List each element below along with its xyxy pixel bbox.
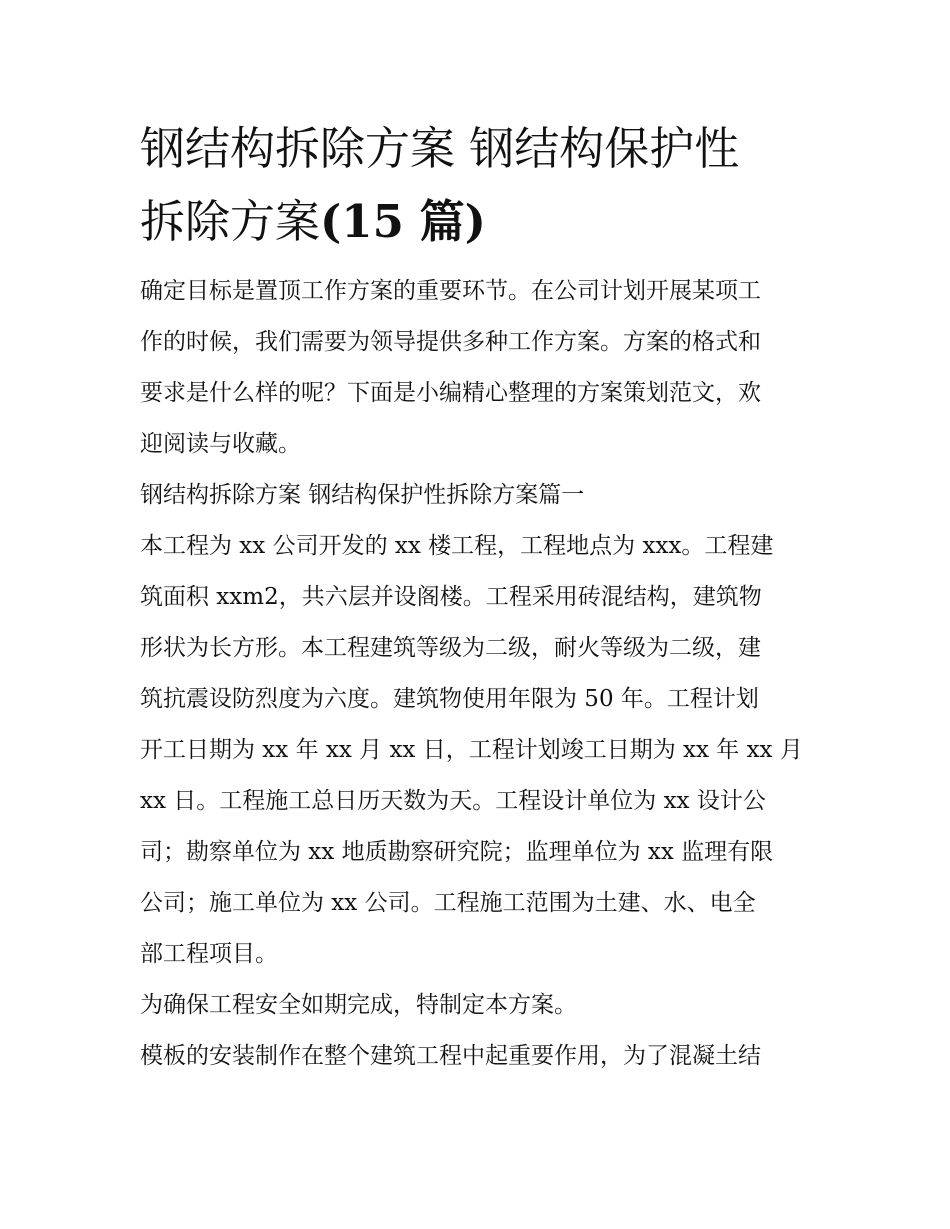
body-line: 形状为长方形。本工程建筑等级为二级，耐火等级为二级，建: [140, 635, 761, 661]
title-line-1: 钢结构拆除方案 钢结构保护性: [140, 122, 740, 175]
formwork-paragraph: 模板的安装制作在整个建筑工程中起重要作用，为了混凝土结: [140, 1043, 761, 1069]
intro-line: 要求是什么样的呢？下面是小编精心整理的方案策划范文，欢: [140, 380, 761, 406]
body-line: 开工日期为 xx 年 xx 月 xx 日，工程计划竣工日期为 xx 年 xx 月: [140, 737, 803, 763]
document-content: [140, 112, 812, 1082]
purpose-paragraph: 为确保工程安全如期完成，特制定本方案。: [140, 992, 577, 1018]
title-line-2: 拆除方案: [140, 195, 321, 248]
body-line: 部工程项目。: [140, 941, 278, 967]
title-count: (15 篇): [320, 195, 486, 248]
body-paragraph: [140, 521, 812, 980]
intro-line: 确定目标是置顶工作方案的重要环节。在公司计划开展某项工: [140, 278, 761, 304]
body-line: 司；勘察单位为 xx 地质勘察研究院；监理单位为 xx 监理有限: [140, 839, 774, 865]
section-heading: 钢结构拆除方案 钢结构保护性拆除方案篇一: [140, 482, 585, 508]
document-title: [140, 112, 812, 258]
body-line: 筑面积 xxm2，共六层并设阁楼。工程采用砖混结构，建筑物: [140, 584, 762, 610]
body-line: xx 日。工程施工总日历天数为天。工程设计单位为 xx 设计公: [140, 788, 766, 814]
intro-paragraph: [140, 266, 812, 470]
intro-line: 作的时候，我们需要为领导提供多种工作方案。方案的格式和: [140, 329, 761, 355]
intro-line: 迎阅读与收藏。: [140, 431, 301, 457]
title-spacer: [140, 258, 812, 266]
body-line: 筑抗震设防烈度为六度。建筑物使用年限为 50 年。工程计划: [140, 686, 759, 712]
body-line: 本工程为 xx 公司开发的 xx 楼工程，工程地点为 xxx。工程建: [140, 533, 774, 559]
body-line: 公司；施工单位为 xx 公司。工程施工范围为土建、水、电全: [140, 890, 756, 916]
